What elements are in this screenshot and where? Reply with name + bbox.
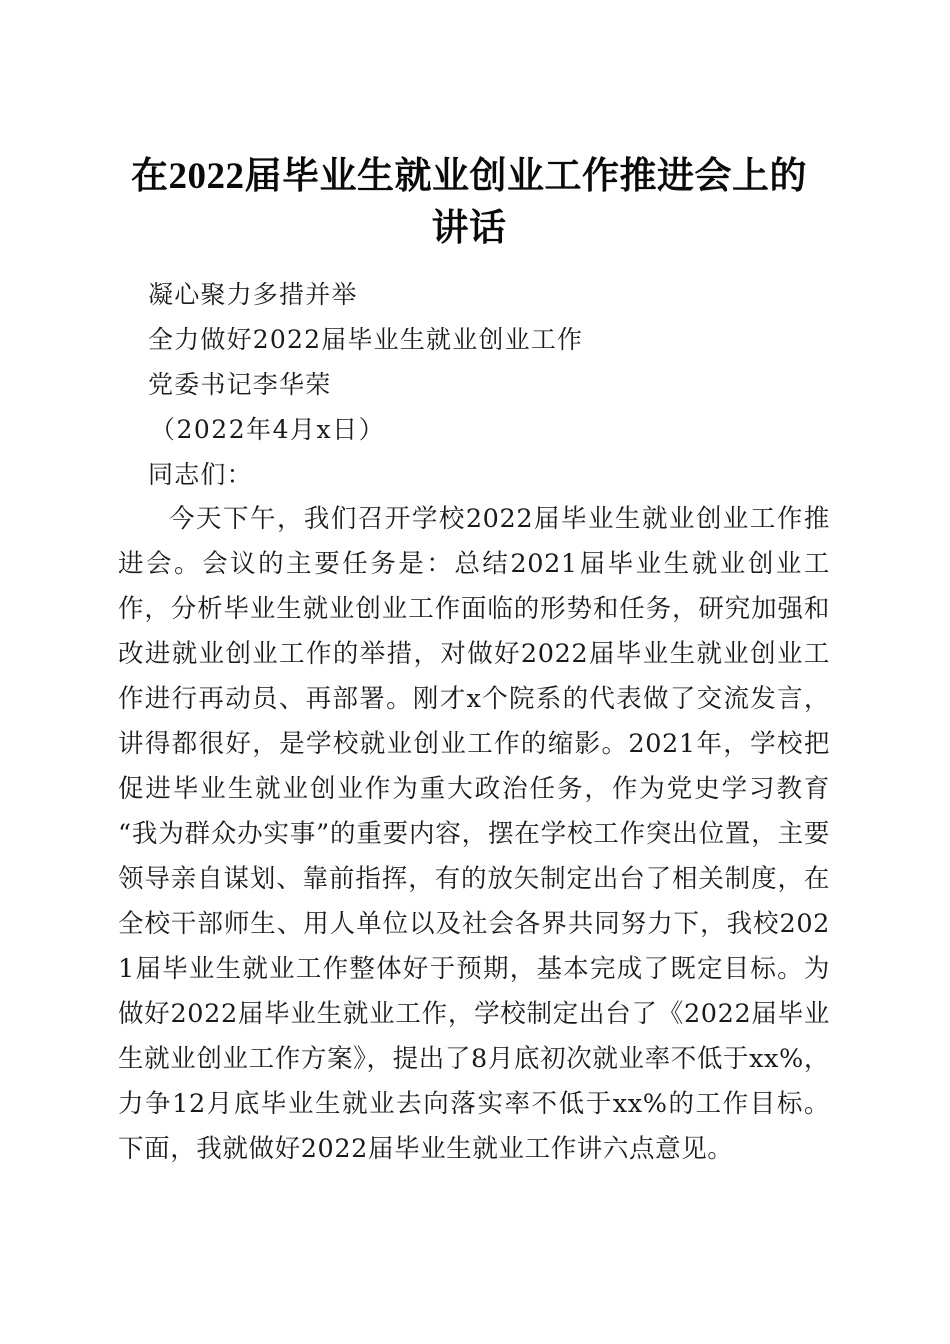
body-paragraph: 今天下午，我们召开学校2022届毕业生就业创业工作推进会。会议的主要任务是：总结2021届毕业生就业创业工作，分析毕业生就业创业工作面临的形势和任务，研究加强和改进就业创业工作的举措，对做好2022届毕业生就业创业工作进行再动员、再部署。刚才x个院系的代表做了交流发言，讲得都很好，是学校就业创业工作的缩影。2021年，学校把促进毕业生就业创业作为重大政治任务，作为党史学习教育“我为群众办实事”的重要内容，摆在学校工作突出位置，主要领导亲自谋划、靠前指挥，有的放矢制定出台了相关制度，在全校干部师生、用人单位以及社会各界共同努力下，我校2021届毕业生就业工作整体好于预期，基本完成了既定目标。为做好2022届毕业生就业工作，学校制定出台了《2022届毕业生就业创业工作方案》，提出了8月底初次就业率不低于xx%，力争12月底毕业生就业去向落实率不低于xx%的工作目标。下面，我就做好2022届毕业生就业工作讲六点意见。: [118, 504, 830, 1164]
body-content: [118, 497, 830, 1172]
page-title: 在2022届毕业生就业创业工作推进会上的讲话: [131, 155, 807, 249]
subheading-block: [148, 272, 848, 452]
author-line: 党委书记李华荣: [148, 370, 332, 399]
subheading-line-1: 凝心聚力多措并举: [148, 280, 358, 309]
subheading-line-2: 全力做好2022届毕业生就业创业工作: [148, 325, 584, 354]
salutation: 同志们：: [148, 460, 253, 489]
date-line: （2022年4月x日）: [150, 415, 386, 444]
